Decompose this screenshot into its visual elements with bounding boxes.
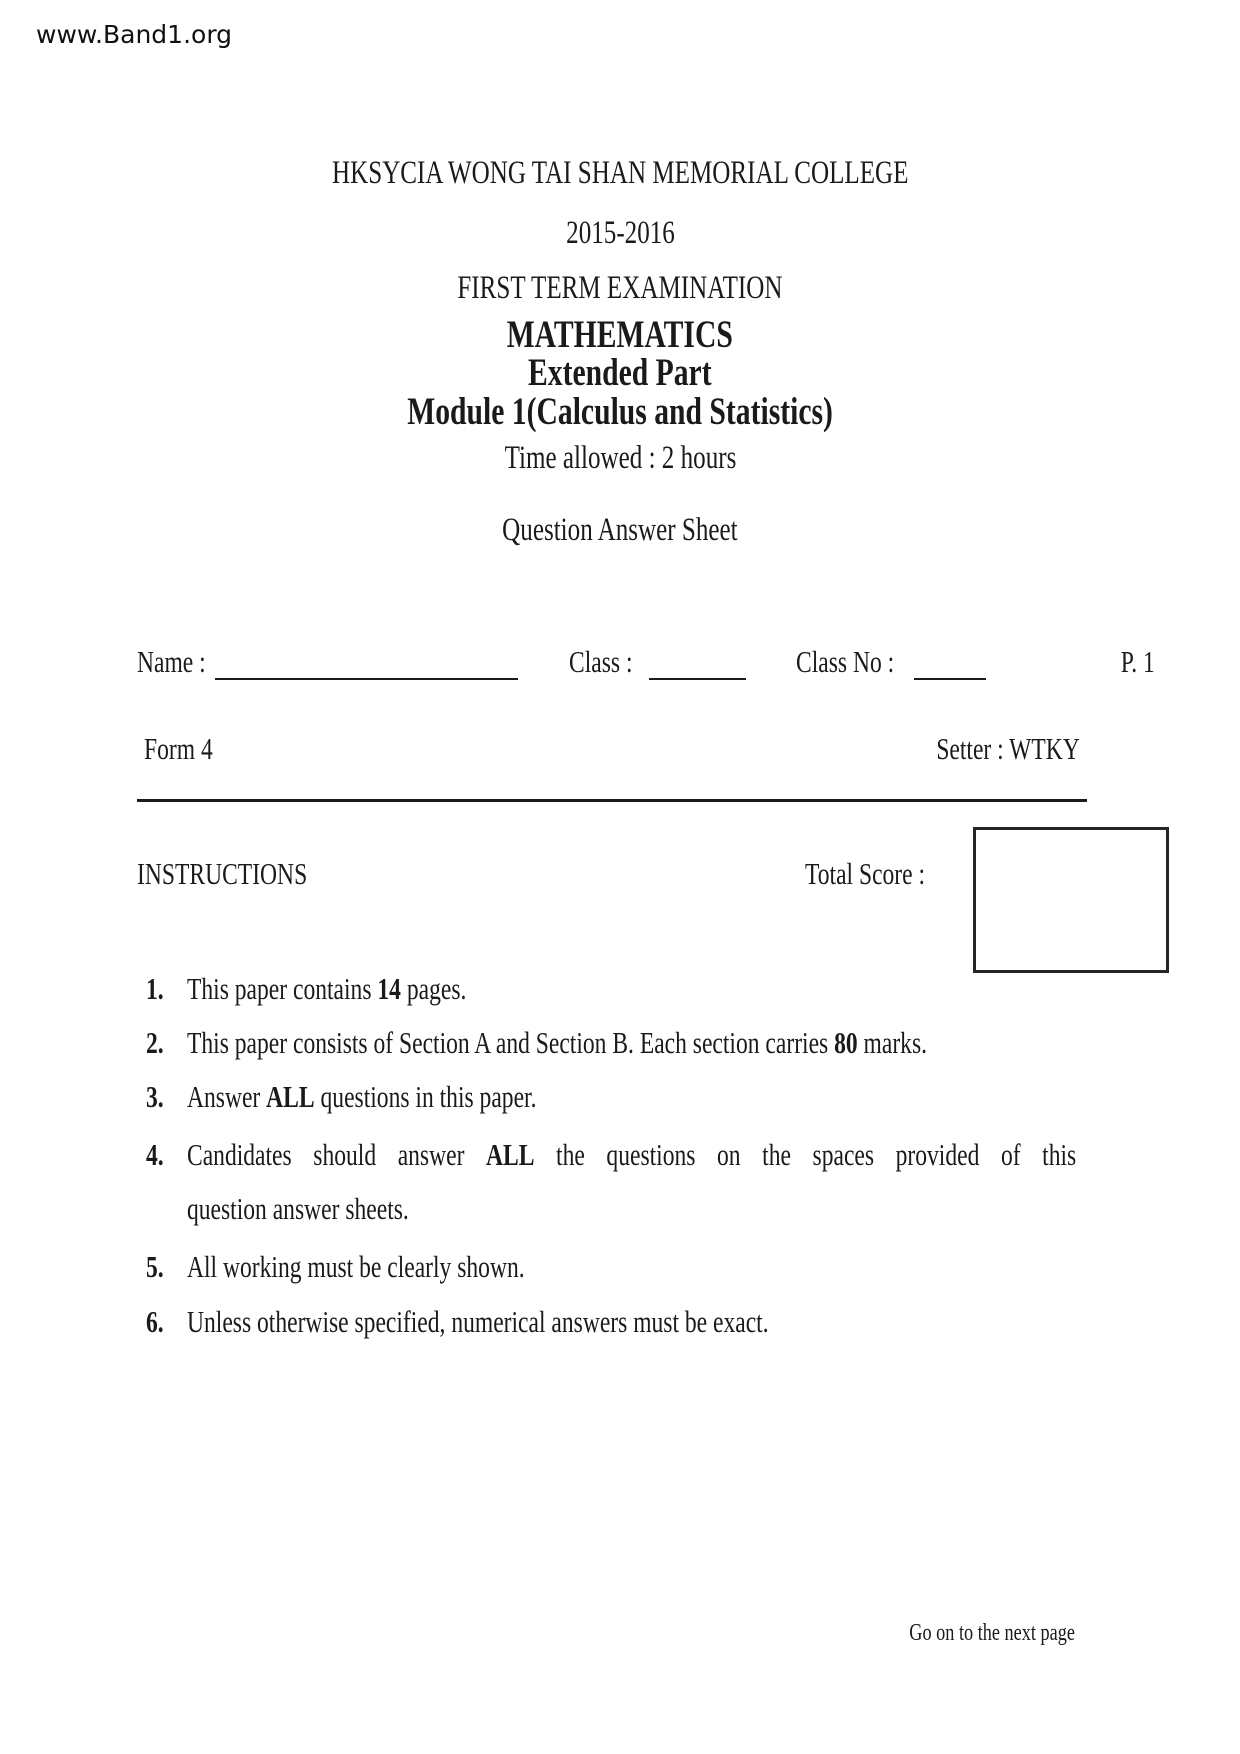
name-blank-line — [215, 678, 518, 680]
school-name-text: HKSYCIA WONG TAI SHAN MEMORIAL COLLEGE — [331, 155, 909, 191]
sheet-type — [0, 512, 1240, 550]
instructions-heading: INSTRUCTIONS — [137, 856, 308, 891]
instruction-text: marks. — [857, 1025, 928, 1060]
instruction-item-line — [187, 1137, 1076, 1173]
instruction-item-line — [187, 1025, 927, 1061]
instruction-item-line — [187, 1079, 536, 1115]
instruction-text: This paper consists of Section A and Section B. Each section carries — [187, 1025, 835, 1060]
time-allowed — [0, 440, 1240, 478]
instruction-number: 5. — [146, 1249, 164, 1284]
instruction-number: 1. — [146, 971, 164, 1006]
instruction-text: Unless otherwise specified, numerical answers must be exact. — [187, 1304, 769, 1339]
paper-part-text: Extended Part — [528, 351, 712, 394]
module-title-text: Module 1(Calculus and Statistics) — [407, 390, 833, 433]
instruction-emphasis-text: 14 — [377, 971, 401, 1006]
instruction-number: 4. — [146, 1137, 164, 1172]
class-blank-line — [649, 678, 746, 680]
instruction-number: 2. — [146, 1025, 164, 1060]
instruction-text: All working must be clearly shown. — [187, 1249, 525, 1284]
form-label: Form 4 — [144, 731, 213, 766]
instruction-text: questions in this paper. — [314, 1079, 537, 1114]
instruction-emphasis-text: 80 — [834, 1025, 858, 1060]
instruction-text: Answer — [187, 1079, 267, 1114]
instruction-emphasis-text: ALL — [486, 1137, 535, 1172]
instruction-number: 6. — [146, 1304, 164, 1339]
total-score-label: Total Score : — [805, 856, 926, 891]
time-allowed-text: Time allowed : 2 hours — [504, 440, 736, 476]
divider-rule — [137, 799, 1087, 802]
instruction-item-line — [187, 1249, 525, 1285]
instruction-text: pages. — [400, 971, 467, 1006]
instruction-item-line — [187, 1191, 409, 1227]
class-no-label: Class No : — [796, 644, 895, 679]
instruction-emphasis-text: ALL — [266, 1079, 315, 1114]
instruction-text: the questions on the spaces provided of this — [534, 1137, 1077, 1172]
subject-title-text: MATHEMATICS — [506, 313, 734, 356]
class-no-blank-line — [914, 678, 986, 680]
school-year-text: 2015-2016 — [565, 215, 675, 251]
page-number: P. 1 — [1120, 644, 1155, 679]
module-title — [0, 390, 1240, 435]
name-label: Name : — [137, 644, 206, 679]
instruction-item-line — [187, 971, 466, 1007]
school-name — [0, 155, 1240, 193]
instruction-text: This paper contains — [187, 971, 378, 1006]
exam-title — [0, 270, 1240, 308]
instruction-number: 3. — [146, 1079, 164, 1114]
sheet-type-text: Question Answer Sheet — [502, 512, 738, 548]
setter-label: Setter : WTKY — [936, 731, 1080, 766]
watermark-url: www.Band1.org — [36, 20, 233, 49]
instruction-item-line — [187, 1304, 769, 1340]
school-year — [0, 215, 1240, 253]
total-score-box — [973, 827, 1169, 973]
exam-title-text: FIRST TERM EXAMINATION — [457, 270, 783, 306]
instruction-text: Candidates should answer — [187, 1137, 487, 1172]
continuation-note: Go on to the next page — [909, 1620, 1075, 1646]
instruction-text: question answer sheets. — [187, 1191, 409, 1226]
class-label: Class : — [569, 644, 633, 679]
